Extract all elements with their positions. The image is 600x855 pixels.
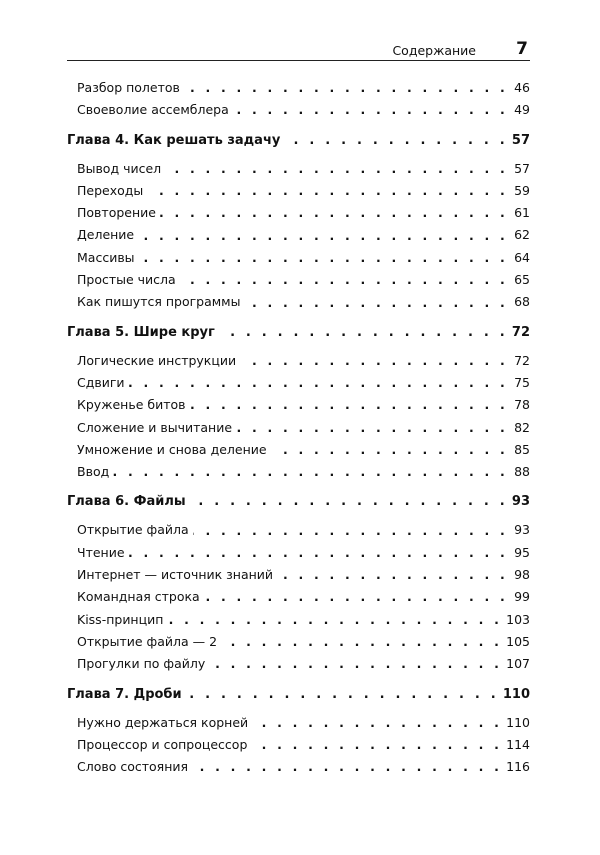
toc-entry-title: Глава 4. Как решать задачу [67, 132, 281, 148]
toc-section-entry[interactable] [67, 80, 530, 102]
dot-leader [221, 638, 502, 652]
toc-entry-title: Процессор и сопроцессор [77, 736, 248, 752]
dot-leader [204, 593, 508, 607]
toc-section-entry[interactable] [67, 420, 530, 442]
dot-leader [240, 357, 508, 371]
dot-leader [147, 187, 508, 201]
toc-section-entry[interactable] [67, 545, 530, 567]
toc-section-entry[interactable] [67, 272, 530, 294]
toc-section-entry[interactable] [67, 464, 530, 486]
toc-entry-title: Нужно держаться корней [77, 714, 249, 730]
toc-chapter-entry[interactable] [67, 133, 530, 155]
toc-section-entry[interactable] [67, 634, 530, 656]
toc-section-entry[interactable] [67, 250, 530, 272]
toc-entry-title: Вывод чисел [77, 160, 162, 176]
toc-section-entry[interactable] [67, 294, 530, 316]
toc-entry-page: 57 [514, 160, 530, 176]
toc-entry-title: Простые числа [77, 272, 176, 288]
toc-section-entry[interactable] [67, 353, 530, 375]
toc-chapter-entry[interactable] [67, 494, 530, 516]
dot-leader [190, 401, 509, 415]
toc-section-entry[interactable] [67, 161, 530, 183]
toc-entry-title: Переходы [77, 182, 144, 198]
toc-entry-page: 72 [511, 324, 530, 340]
table-of-contents [67, 80, 530, 781]
toc-entry-page: 72 [514, 352, 530, 368]
dot-leader [165, 165, 508, 179]
toc-entry-title: Ввод [77, 464, 110, 480]
dot-leader [277, 571, 508, 585]
toc-section-entry[interactable] [67, 589, 530, 611]
toc-entry-page: 105 [506, 633, 530, 649]
dot-leader [209, 660, 502, 674]
toc-entry-title: Деление [77, 227, 135, 243]
toc-entry-title: Открытие файла [77, 522, 189, 538]
toc-entry-page: 82 [514, 419, 530, 435]
toc-entry-page: 59 [514, 182, 530, 198]
toc-entry-page: 88 [514, 464, 530, 480]
dot-leader [193, 527, 508, 541]
toc-entry-page: 99 [514, 589, 530, 605]
toc-section-entry[interactable] [67, 102, 530, 124]
dot-leader [284, 137, 508, 151]
dot-leader [167, 616, 502, 630]
toc-entry-title: Kiss-принцип [77, 611, 164, 627]
toc-entry-page: 103 [506, 611, 530, 627]
toc-entry-page: 114 [506, 736, 530, 752]
toc-entry-page: 93 [511, 494, 530, 510]
toc-section-entry[interactable] [67, 737, 530, 759]
toc-section-entry[interactable] [67, 522, 530, 544]
dot-leader [139, 254, 508, 268]
toc-chapter-entry[interactable] [67, 687, 530, 709]
dot-leader [192, 763, 502, 777]
toc-entry-page: 61 [514, 205, 530, 221]
toc-entry-title: Разбор полетов [77, 80, 180, 95]
toc-section-entry[interactable] [67, 612, 530, 634]
toc-section-entry[interactable] [67, 227, 530, 249]
dot-leader [271, 446, 508, 460]
toc-entry-page: 107 [506, 656, 530, 672]
toc-section-entry[interactable] [67, 567, 530, 589]
dot-leader [129, 379, 508, 393]
toc-entry-page: 49 [514, 102, 530, 118]
toc-section-entry[interactable] [67, 397, 530, 419]
toc-entry-page: 116 [506, 759, 530, 775]
toc-entry-page: 93 [514, 522, 530, 538]
toc-entry-title: Своеволие ассемблера [77, 102, 229, 118]
toc-entry-title: Логические инструкции [77, 352, 237, 368]
toc-entry-title: Глава 7. Дроби [67, 686, 182, 702]
dot-leader [180, 276, 508, 290]
toc-entry-page: 65 [514, 272, 530, 288]
toc-chapter-entry[interactable] [67, 325, 530, 347]
toc-entry-title: Глава 5. Шире круг [67, 324, 215, 340]
toc-section-entry[interactable] [67, 759, 530, 781]
dot-leader [129, 549, 508, 563]
toc-entry-title: Командная строка [77, 589, 200, 605]
toc-section-entry[interactable] [67, 442, 530, 464]
toc-entry-page: 85 [514, 441, 530, 457]
toc-entry-title: Сдвиги [77, 374, 125, 390]
dot-leader [138, 232, 508, 246]
toc-entry-title: Умножение и снова деление [77, 441, 267, 457]
toc-entry-title: Круженье битов [77, 397, 186, 413]
toc-section-entry[interactable] [67, 375, 530, 397]
toc-section-entry[interactable] [67, 715, 530, 737]
toc-entry-page: 95 [514, 544, 530, 560]
dot-leader [236, 424, 508, 438]
toc-entry-title: Прогулки по файлу [77, 656, 206, 672]
toc-entry-page: 62 [514, 227, 530, 243]
toc-entry-title: Сложение и вычитание [77, 419, 233, 435]
dot-leader [160, 209, 508, 223]
toc-entry-title: Повторение [77, 205, 156, 221]
toc-entry-title: Как пишутся программы [77, 294, 241, 310]
toc-entry-page: 98 [514, 567, 530, 583]
dot-leader [184, 84, 508, 98]
toc-entry-title: Интернет — источник знаний [77, 567, 274, 583]
toc-entry-title: Глава 6. Файлы [67, 494, 186, 510]
running-header [67, 40, 530, 61]
dot-leader [190, 498, 508, 512]
toc-entry-page: 75 [514, 374, 530, 390]
dot-leader [244, 299, 508, 313]
dot-leader [219, 329, 508, 343]
toc-section-entry[interactable] [67, 183, 530, 205]
toc-entry-page: 57 [511, 132, 530, 148]
toc-entry-page: 46 [514, 80, 530, 95]
toc-entry-title: Слово состояния [77, 759, 189, 775]
toc-section-entry[interactable] [67, 656, 530, 678]
toc-entry-title: Массивы [77, 249, 135, 265]
dot-leader [113, 468, 508, 482]
page-number: 7 [516, 39, 528, 59]
dot-leader [233, 106, 508, 120]
toc-entry-page: 110 [506, 714, 530, 730]
dot-leader [252, 719, 502, 733]
dot-leader [251, 741, 502, 755]
toc-entry-title: Чтение [77, 544, 125, 560]
toc-entry-page: 78 [514, 397, 530, 413]
header-title: Содержание [392, 43, 476, 58]
toc-section-entry[interactable] [67, 205, 530, 227]
dot-leader [186, 691, 499, 705]
toc-entry-page: 68 [514, 294, 530, 310]
toc-entry-title: Открытие файла — 2 [77, 633, 218, 649]
toc-entry-page: 64 [514, 249, 530, 265]
toc-entry-page: 110 [502, 686, 530, 702]
